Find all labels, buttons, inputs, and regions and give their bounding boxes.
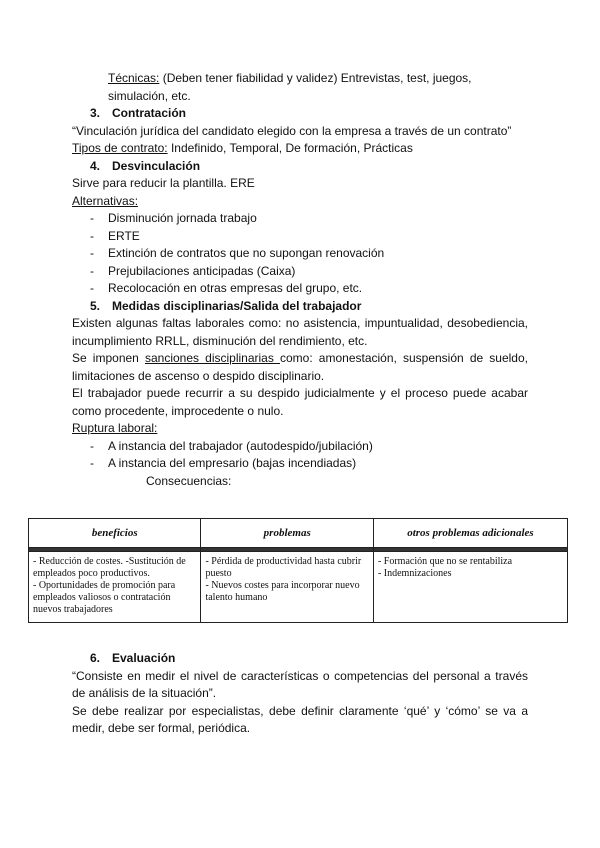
- section-4-heading: [72, 158, 528, 176]
- list-item: - A instancia del empresario (bajas incendiadas): [90, 455, 528, 473]
- table-header-row: [29, 519, 568, 548]
- section-3-number: 3.: [90, 106, 101, 120]
- section-6-heading: [72, 650, 528, 668]
- section-6-quote: “Consiste en medir el nivel de características o competencias del personal a través de análisis de la situación”.: [72, 668, 528, 700]
- alternativas-list: [72, 210, 528, 298]
- consequences-table: [28, 518, 568, 623]
- section-6-title: Evaluación: [112, 651, 176, 665]
- cell-line: - Formación que no se rentabiliza: [377, 556, 513, 567]
- section-6-paragraph: Se debe realizar por especialistas, debe definir claramente ‘qué’ y ‘cómo’ se va a medir, debe ser formal, periódica.: [72, 703, 528, 735]
- section-3-quote: “Vinculación jurídica del candidato elegido con la empresa a través de un contrato”: [72, 123, 512, 138]
- header-problemas: problemas: [201, 519, 373, 548]
- section-4-line: Sirve para reducir la plantilla. ERE: [72, 176, 255, 190]
- tipos-text: Indefinido, Temporal, De formación, Prácticas: [167, 141, 413, 155]
- section-5-number: 5.: [90, 298, 101, 313]
- tipos-label: Tipos de contrato:: [72, 141, 168, 155]
- header-otros-problemas: otros problemas adicionales: [373, 519, 567, 548]
- cell-line: - Oportunidades de promoción para empleados valiosos o contratación nuevos trabajadores: [33, 580, 176, 615]
- section-5-paragraph-3: El trabajador puede recurrir a su despido judicialmente y el proceso puede acabar como procedente, improcedente o nulo.: [72, 386, 528, 418]
- list-item: - A instancia del trabajador (autodespido/jubilación): [90, 438, 528, 456]
- section-6-number: 6.: [90, 651, 101, 665]
- p2-pre: Se imponen: [72, 351, 145, 365]
- cell-line: - Indemnizaciones: [377, 568, 452, 579]
- section-3-heading: [72, 105, 528, 123]
- table-row: [29, 552, 568, 623]
- cell-line: - Nuevos costes para incorporar nuevo talento humano: [205, 580, 360, 603]
- section-5-paragraph-2: [72, 350, 528, 385]
- cell-otros-problemas: [373, 552, 567, 623]
- section-4-title: Desvinculación: [112, 158, 201, 173]
- cell-problemas: [201, 552, 373, 623]
- ruptura-list: [72, 438, 528, 473]
- alternativas-label: Alternativas:: [72, 193, 139, 208]
- list-item: - Recolocación en otras empresas del grupo, etc.: [90, 280, 528, 298]
- ruptura-label: Ruptura laboral:: [72, 421, 158, 435]
- document-body: [72, 70, 528, 490]
- list-item: - Disminución jornada trabajo: [90, 210, 528, 228]
- section-5-title: Medidas disciplinarias/Salida del trabajador: [112, 298, 362, 313]
- cell-beneficios: [29, 552, 201, 623]
- tecnicas-text: (Deben tener fiabilidad y validez) Entrevistas, test, juegos,: [159, 71, 472, 85]
- document-body-continued: [72, 650, 528, 738]
- cell-line: - Reducción de costes. -Sustitución de empleados poco productivos.: [33, 556, 186, 579]
- list-item: - Prejubilaciones anticipadas (Caixa): [90, 263, 528, 281]
- section-5-heading: [72, 298, 528, 316]
- section-3-title: Contratación: [112, 106, 187, 120]
- p2-post: como: amonestación, suspensión de sueldo, limitaciones de ascenso o despido disciplinario.: [72, 351, 528, 383]
- consecuencias-label: Consecuencias:: [146, 473, 232, 488]
- section-4-number: 4.: [90, 158, 101, 173]
- section-5-paragraph-1: Existen algunas faltas laborales como: no asistencia, impuntualidad, desobediencia, incumplimiento RRLL, disminución del rendimiento, etc.: [72, 316, 528, 348]
- tecnicas-label: Técnicas:: [108, 71, 160, 85]
- list-item: - ERTE: [90, 228, 528, 246]
- header-beneficios: beneficios: [29, 519, 201, 548]
- tecnicas-paragraph: [72, 70, 528, 105]
- tecnicas-text-2: simulación, etc.: [108, 88, 191, 103]
- cell-line: - Pérdida de productividad hasta cubrir puesto: [205, 556, 362, 579]
- list-item: - Extinción de contratos que no supongan renovación: [90, 245, 528, 263]
- sanciones-link-text: sanciones disciplinarias: [144, 351, 280, 365]
- tipos-contrato: [72, 140, 528, 158]
